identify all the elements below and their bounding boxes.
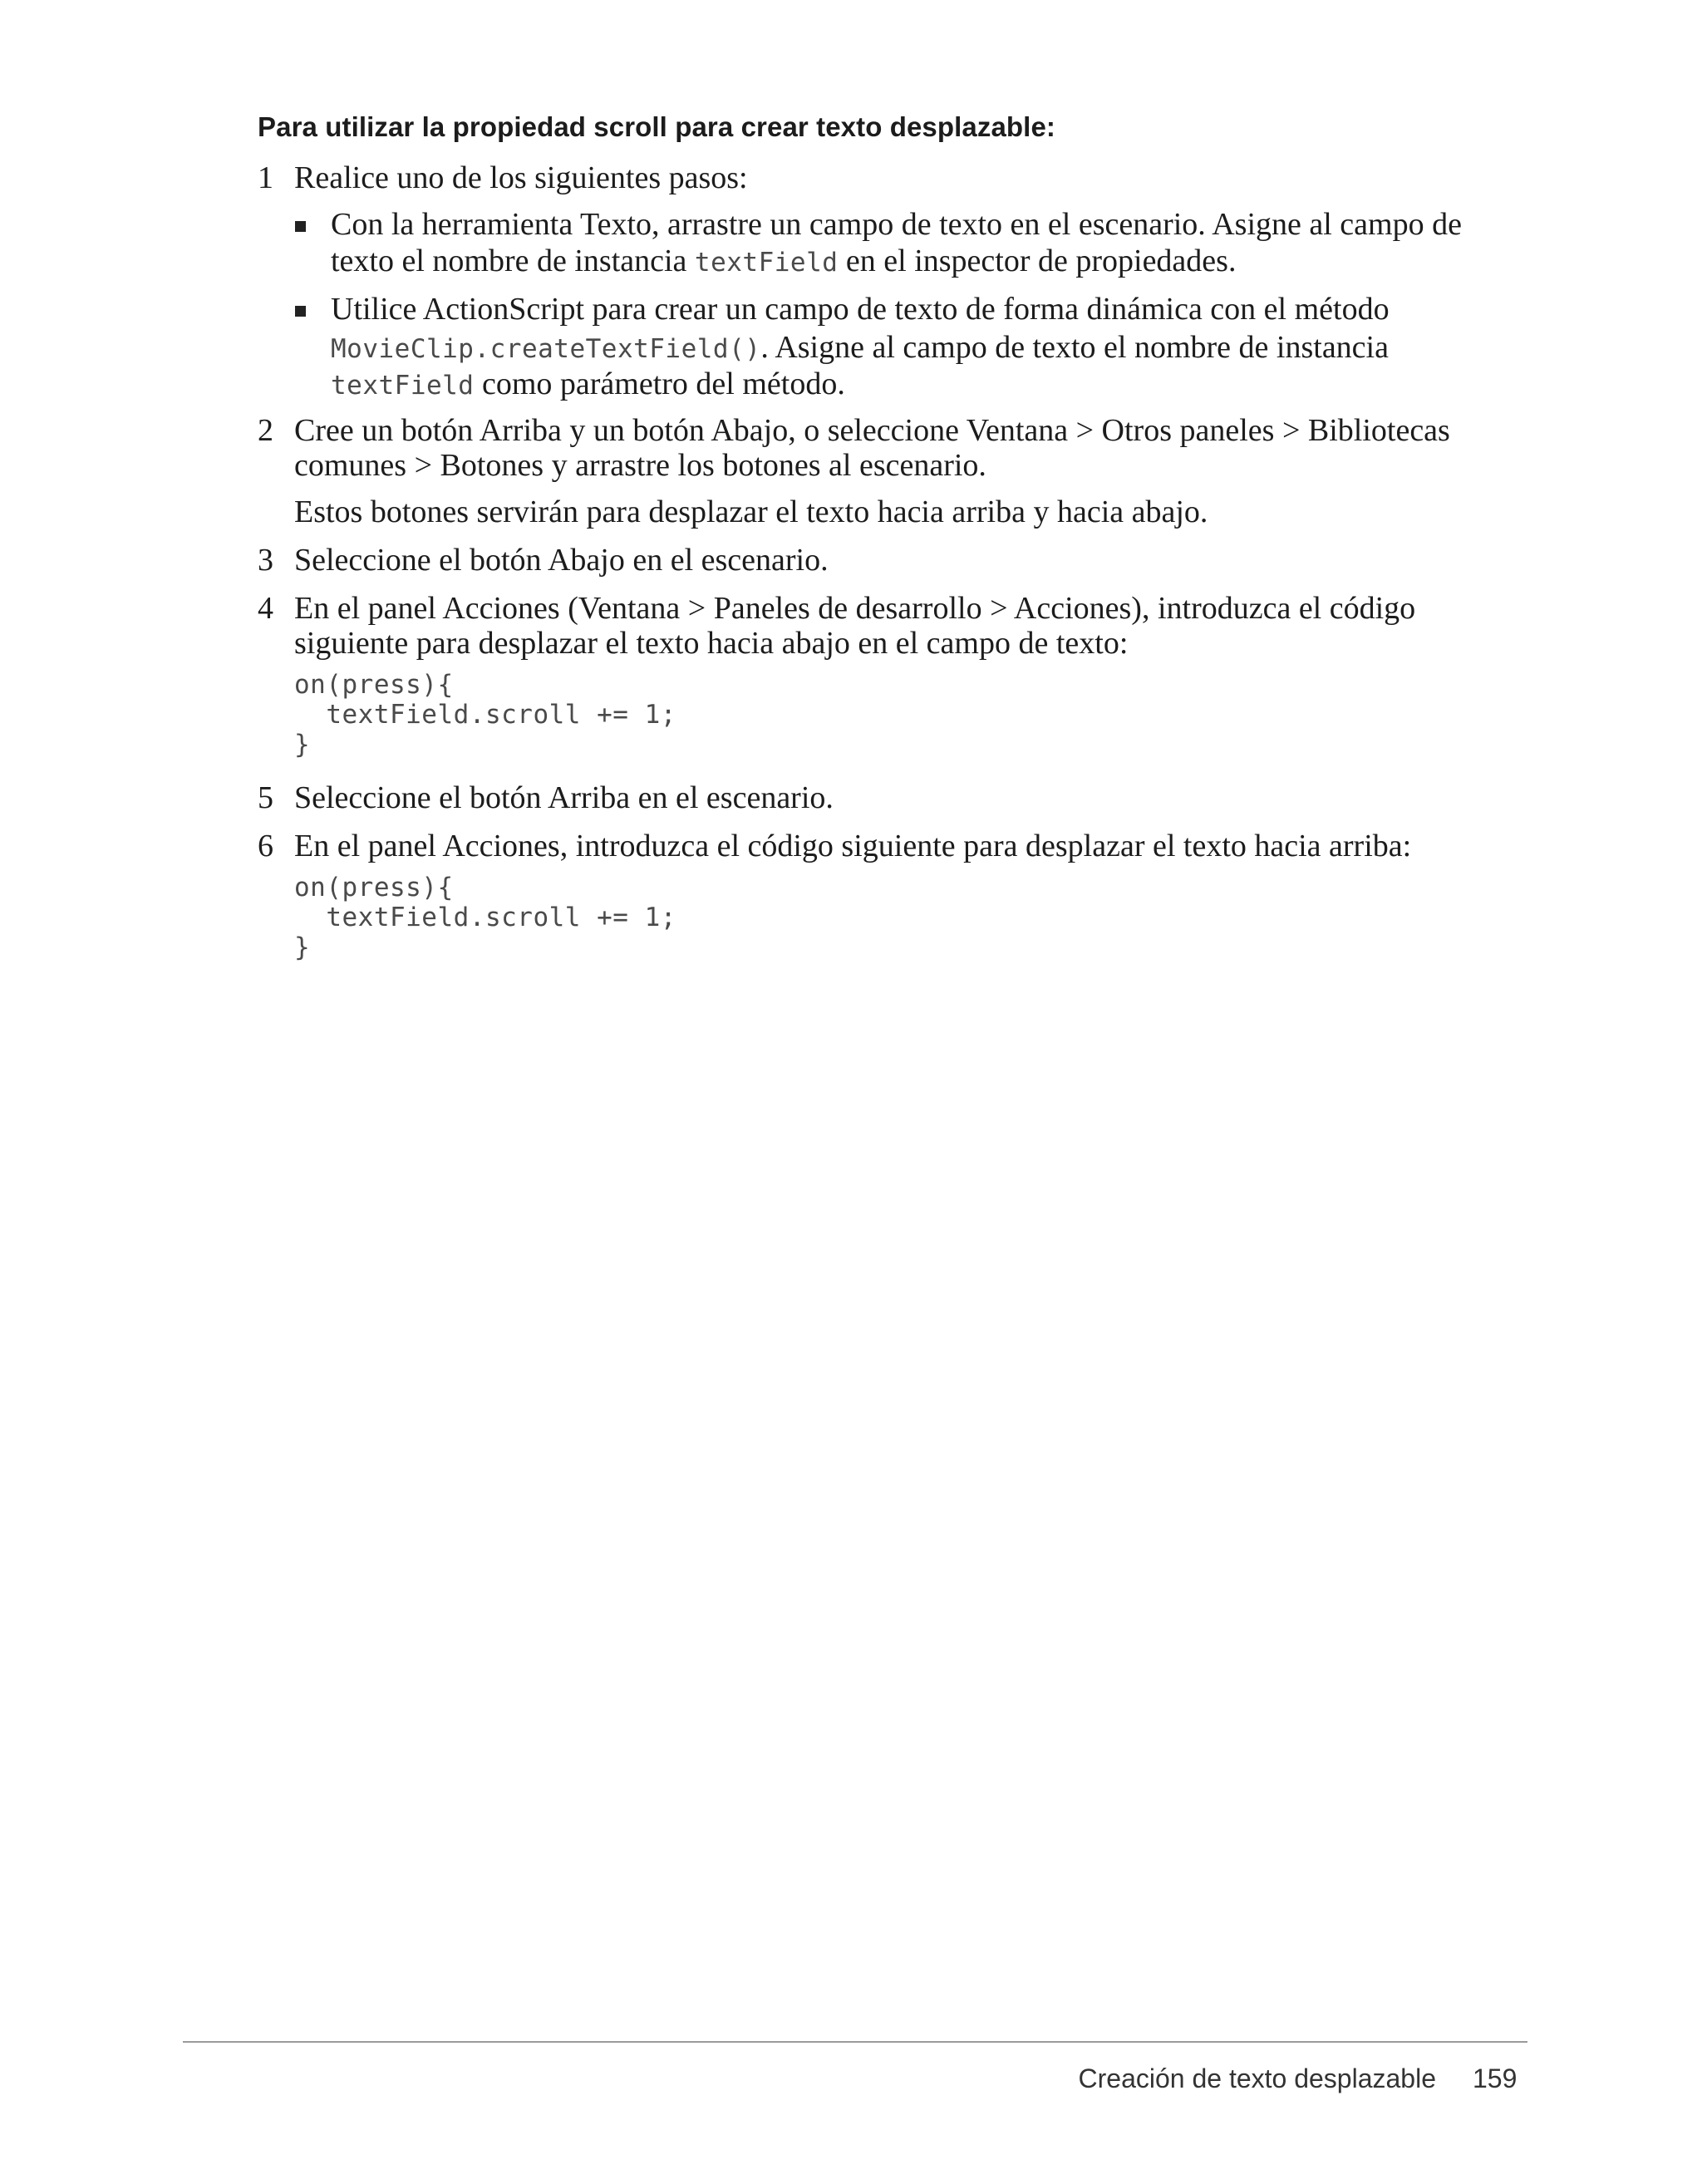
step-text: Seleccione el botón Arriba en el escenario. bbox=[294, 780, 834, 815]
bullet-square-icon bbox=[295, 306, 306, 317]
step-number: 3 bbox=[258, 543, 273, 578]
step-text: Seleccione el botón Abajo en el escenario. bbox=[294, 543, 829, 578]
inline-code: textField bbox=[331, 371, 475, 401]
step-text: Realice uno de los siguientes pasos: bbox=[294, 160, 748, 195]
step-number: 4 bbox=[258, 591, 273, 626]
bullet-square-icon bbox=[295, 221, 306, 232]
step-note: Estos botones servirán para desplazar el texto hacia arriba y hacia abajo. bbox=[294, 494, 1208, 529]
page-number: 159 bbox=[1473, 2063, 1518, 2093]
step-number: 6 bbox=[258, 829, 273, 863]
step-number: 1 bbox=[258, 160, 273, 195]
step-number: 5 bbox=[258, 780, 273, 815]
bullet-line: Utilice ActionScript para crear un campo de texto de forma dinámica con el método bbox=[331, 292, 1390, 327]
bullet-line: MovieClip.createTextField(). Asigne al campo de texto el nombre de instancia bbox=[331, 330, 1389, 365]
bullet-line: texto el nombre de instancia textField en el inspector de propiedades. bbox=[331, 243, 1237, 278]
bullet-line: Con la herramienta Texto, arrastre un campo de texto en el escenario. Asigne al campo de bbox=[331, 207, 1462, 242]
step-text: siguiente para desplazar el texto hacia abajo en el campo de texto: bbox=[294, 626, 1129, 661]
step-text: En el panel Acciones (Ventana > Paneles de desarrollo > Acciones), introduzca el código bbox=[294, 591, 1416, 626]
step-text: Cree un botón Arriba y un botón Abajo, o seleccione Ventana > Otros paneles > Bibliotecas bbox=[294, 413, 1450, 448]
footer-section-title: Creación de texto desplazable bbox=[1078, 2063, 1436, 2093]
step-number: 2 bbox=[258, 413, 273, 448]
step-text: En el panel Acciones, introduzca el código siguiente para desplazar el texto hacia arriba: bbox=[294, 829, 1412, 863]
inline-code: MovieClip.createTextField() bbox=[331, 334, 761, 364]
inline-code: textField bbox=[694, 248, 839, 278]
step-text: comunes > Botones y arrastre los botones al escenario. bbox=[294, 448, 986, 483]
code-block: on(press){ textField.scroll += 1; } bbox=[294, 873, 676, 962]
procedure-heading: Para utilizar la propiedad scroll para crear texto desplazable: bbox=[258, 111, 1055, 142]
bullet-line: textField como parámetro del método. bbox=[331, 366, 845, 401]
code-block: on(press){ textField.scroll += 1; } bbox=[294, 670, 676, 760]
footer-divider bbox=[183, 2041, 1527, 2043]
